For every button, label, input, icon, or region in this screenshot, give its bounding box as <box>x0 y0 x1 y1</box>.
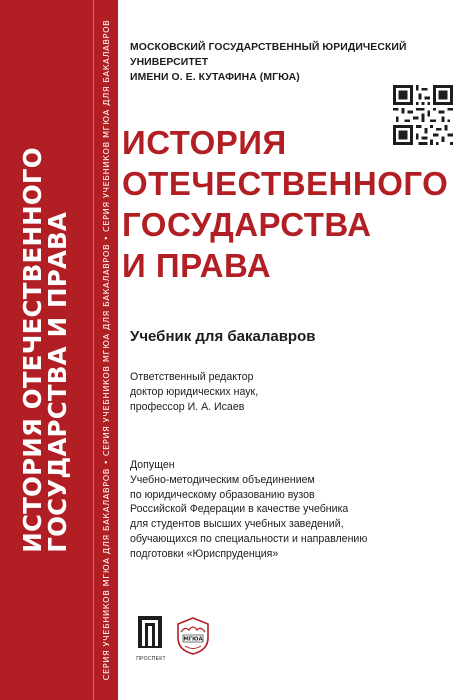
prospekt-logo-icon <box>136 614 164 654</box>
spine-title-line1: ИСТОРИЯ ОТЕЧЕСТВЕННОГО <box>18 147 48 553</box>
editor-line1: Ответственный редактор <box>130 371 254 383</box>
approval-line3: по юридическому образованию вузов <box>130 488 315 501</box>
approval-line2: Учебно-методическим объединением <box>130 473 315 486</box>
approval-line5: для студентов высших учебных заведений, <box>130 518 344 531</box>
approval-info <box>130 458 450 562</box>
publisher-label: ПРОСПЕКТ <box>136 656 166 662</box>
editor-line3: профессор И. А. Исаев <box>130 400 245 413</box>
book-subtitle: Учебник для бакалавров <box>130 328 316 345</box>
book-title <box>122 122 449 286</box>
spine-title-line2: ГОСУДАРСТВА И ПРАВА <box>43 211 72 553</box>
approval-line4: Российской Федерации в качестве учебника <box>130 503 349 516</box>
msal-emblem-icon <box>175 616 211 656</box>
university-line2: ИМЕНИ О. Е. КУТАФИНА (МГЮА) <box>130 72 300 83</box>
approval-line7: подготовки «Юриспруденция» <box>130 547 279 560</box>
university-name <box>130 40 460 85</box>
book-title-line4: И ПРАВА <box>122 247 272 284</box>
editor-line2: доктор юридических наук, <box>130 385 259 398</box>
spine-title <box>8 0 82 700</box>
book-title-line3: ГОСУДАРСТВА <box>122 206 372 243</box>
university-line1: МОСКОВСКИЙ ГОСУДАРСТВЕННЫЙ ЮРИДИЧЕСКИЙ УНИВЕРСИТЕТ <box>130 42 407 68</box>
approval-line6: обучающихся по специальности и направлению <box>130 532 368 545</box>
book-title-line2: ОТЕЧЕСТВЕННОГО <box>122 165 449 202</box>
editor-info <box>130 370 430 414</box>
book-title-line1: ИСТОРИЯ <box>122 124 287 161</box>
msal-abbrev: МГЮА <box>183 636 203 643</box>
approval-line1: Допущен <box>130 459 175 471</box>
spine-series-text: СЕРИЯ УЧЕБНИКОВ МГЮА ДЛЯ БАКАЛАВРОВ • СЕРИЯ УЧЕБНИКОВ МГЮА ДЛЯ БАКАЛАВРОВ • СЕРИЯ УЧЕБНИКОВ МГЮА ДЛЯ БАКАЛАВРОВ <box>101 19 111 681</box>
cover-content <box>122 0 455 700</box>
